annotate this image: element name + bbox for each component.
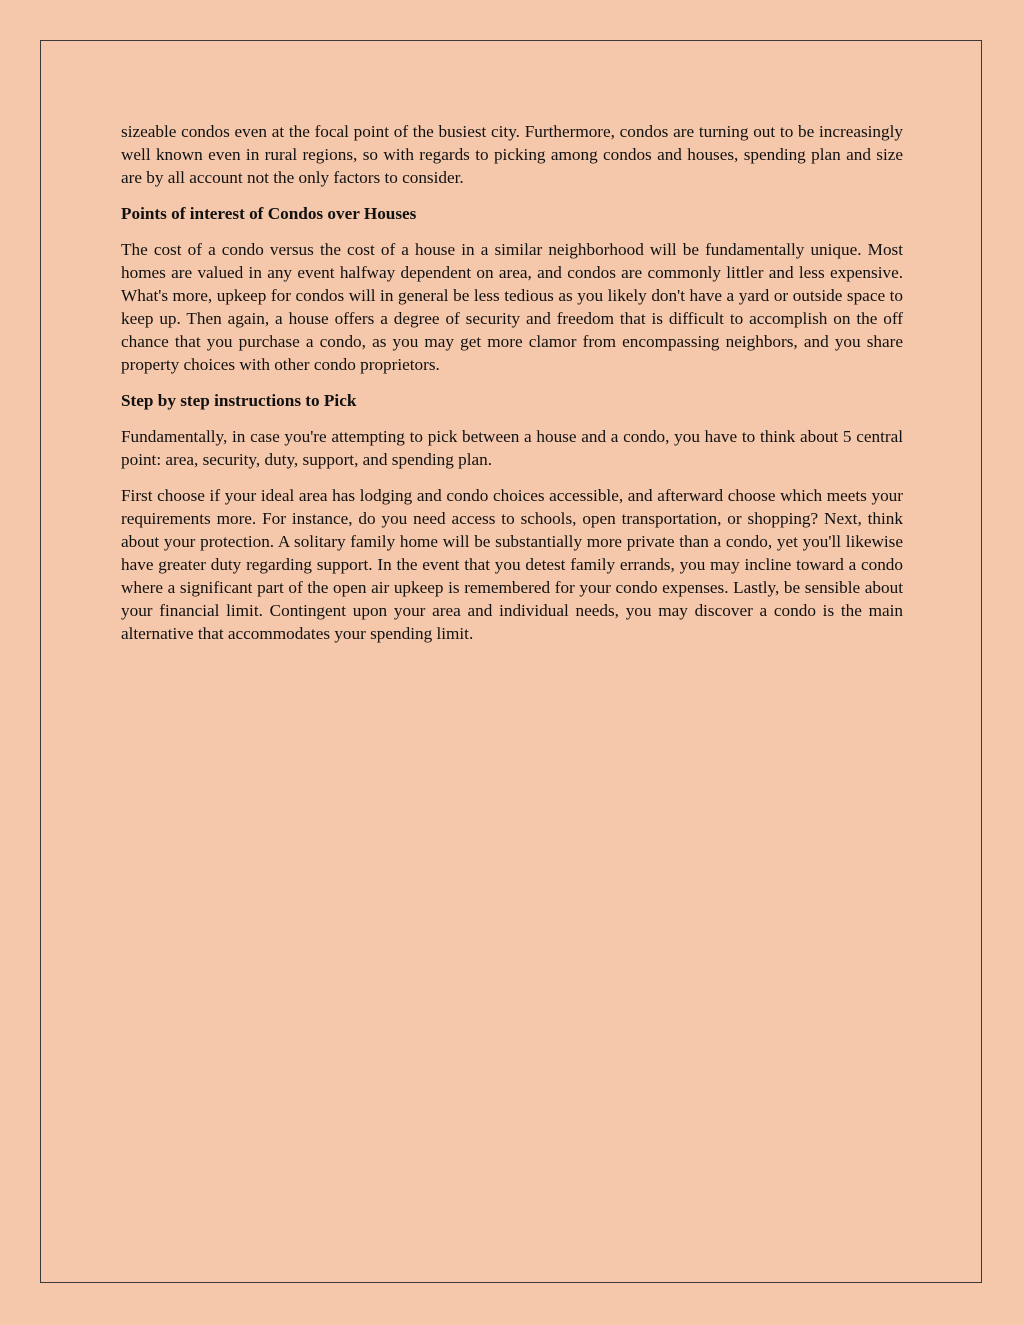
document-body [121, 120, 903, 658]
heading-condo-advantages: Points of interest of Condos over Houses [121, 204, 417, 223]
paragraph-choosing-steps: First choose if your ideal area has lodging and condo choices accessible, and afterward choose which meets your requirements more. For instance, do you need access to schools, open transportation, or shopping? Next, think about your protection. A solitary family home will be substantially more private than a condo, yet you'll likewise have greater duty regarding support. In the event that you detest family errands, you may incline toward a condo where a significant part of the open air upkeep is remembered for your condo expenses. Lastly, be sensible about your financial limit. Contingent upon your area and individual needs, you may discover a condo is the main alternative that accommodates your spending limit. [121, 486, 903, 643]
paragraph-cost-comparison: The cost of a condo versus the cost of a house in a similar neighborhood will be fundamentally unique. Most homes are valued in any event halfway dependent on area, and condos are commonly littler and less expensive. What's more, upkeep for condos will in general be less tedious as you likely don't have a yard or outside space to keep up. Then again, a house offers a degree of security and freedom that is difficult to accomplish on the off chance that you purchase a condo, as you may get more clamor from encompassing neighbors, and you share property choices with other condo proprietors. [121, 240, 903, 374]
heading-how-to-pick: Step by step instructions to Pick [121, 391, 357, 410]
paragraph-central-points: Fundamentally, in case you're attempting to pick between a house and a condo, you have to think about 5 central point: area, security, duty, support, and spending plan. [121, 427, 903, 469]
paragraph-intro: sizeable condos even at the focal point of the busiest city. Furthermore, condos are turning out to be increasingly well known even in rural regions, so with regards to picking among condos and houses, spending plan and size are by all account not the only factors to consider. [121, 122, 903, 187]
